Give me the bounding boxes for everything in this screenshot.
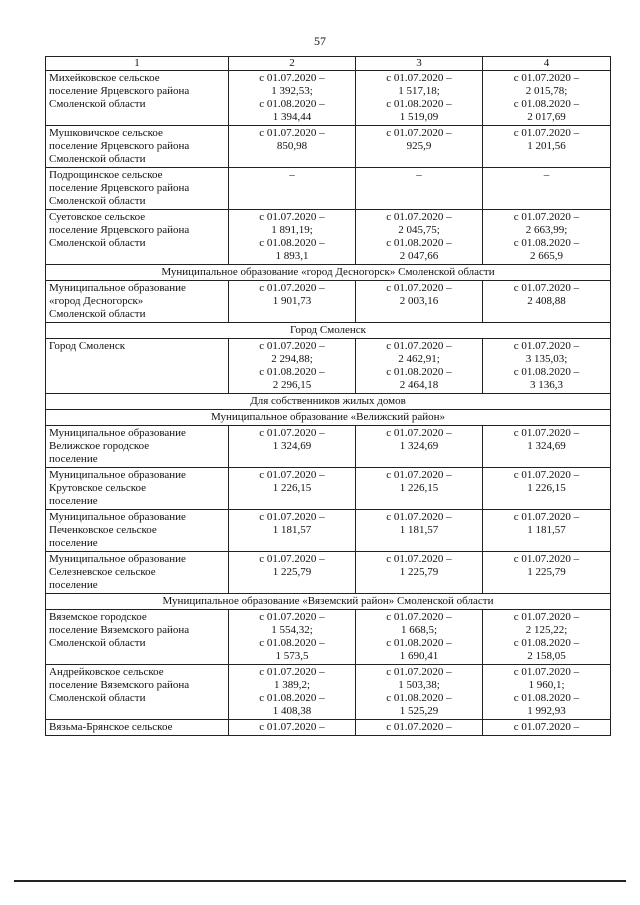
- cell-line: с 01.08.2020 –: [259, 98, 325, 110]
- cell-line: 2 015,78;: [525, 85, 568, 97]
- cell-line: 1 394,44: [272, 111, 312, 123]
- cell-line: Смоленской области: [49, 692, 146, 704]
- cell-line: с 01.07.2020 –: [259, 127, 325, 139]
- cell-line: поселение Ярцевского района: [49, 140, 190, 152]
- cell-line: Смоленской области: [49, 308, 146, 320]
- cell-line: с 01.07.2020 –: [386, 340, 452, 352]
- cell-line: с 01.07.2020 –: [513, 666, 580, 678]
- tariff-cell-v2: [229, 510, 356, 552]
- settlement-name-cell: [46, 610, 229, 665]
- cell-line: 1 181,57: [399, 524, 439, 536]
- table-row: [46, 210, 611, 265]
- settlement-name-cell: [46, 468, 229, 510]
- cell-line: с 01.08.2020 –: [513, 692, 580, 704]
- cell-line: Андрейковское сельское: [49, 666, 164, 678]
- cell-line: поселение Ярцевского района: [49, 182, 190, 194]
- bottom-divider: [14, 880, 626, 882]
- cell-line: с 01.08.2020 –: [513, 366, 580, 378]
- tariff-cell-v4: [483, 720, 611, 736]
- tariff-cell-v2: [229, 339, 356, 394]
- cell-line: –: [543, 169, 550, 181]
- tariff-cell-v4: [483, 552, 611, 594]
- cell-line: 1 324,69: [527, 440, 566, 452]
- cell-line: с 01.08.2020 –: [259, 637, 325, 649]
- cell-line: с 01.07.2020 –: [513, 127, 580, 139]
- cell-line: Муниципальное образование: [49, 469, 186, 481]
- cell-line: Смоленской области: [49, 637, 146, 649]
- cell-line: Муниципальное образование: [49, 511, 186, 523]
- cell-line: 1 690,41: [399, 650, 439, 662]
- cell-line: Михейковское сельское: [49, 72, 160, 84]
- section-row: [46, 410, 611, 426]
- settlement-name-cell: [46, 510, 229, 552]
- cell-line: 1 225,79: [399, 566, 439, 578]
- cell-line: 1 960,1;: [528, 679, 565, 691]
- column-header-1: 1: [46, 57, 229, 71]
- cell-line: с 01.08.2020 –: [386, 637, 452, 649]
- settlement-name-cell: [46, 339, 229, 394]
- cell-line: с 01.07.2020 –: [513, 721, 580, 733]
- cell-line: с 01.07.2020 –: [386, 511, 452, 523]
- cell-line: Велижское городское: [49, 440, 150, 452]
- cell-line: 1 901,73: [272, 295, 312, 307]
- cell-line: 1 668,5;: [400, 624, 438, 636]
- cell-line: 1 525,29: [399, 705, 439, 717]
- cell-line: с 01.07.2020 –: [513, 553, 580, 565]
- section-heading: Муниципальное образование «город Десногорск» Смоленской области: [46, 265, 611, 281]
- section-row: [46, 394, 611, 410]
- tariff-cell-v4: [483, 510, 611, 552]
- cell-line: с 01.08.2020 –: [513, 98, 580, 110]
- cell-line: с 01.07.2020 –: [259, 721, 325, 733]
- cell-line: Подрощинское сельское: [49, 169, 163, 181]
- tariff-cell-v2: [229, 610, 356, 665]
- cell-line: с 01.07.2020 –: [259, 340, 325, 352]
- table-row: [46, 610, 611, 665]
- cell-line: поселение Вяземского района: [49, 679, 190, 691]
- cell-line: с 01.07.2020 –: [386, 721, 452, 733]
- tariff-cell-v3: [356, 426, 483, 468]
- settlement-name-cell: [46, 210, 229, 265]
- cell-line: поселение Ярцевского района: [49, 85, 190, 97]
- table-row: [46, 281, 611, 323]
- tariff-cell-v3: [356, 552, 483, 594]
- cell-line: 1 554,32;: [271, 624, 313, 636]
- cell-line: 1 226,15: [399, 482, 439, 494]
- tariff-cell-v3: [356, 126, 483, 168]
- column-header-3: 3: [356, 57, 483, 71]
- tariff-cell-v3: [356, 71, 483, 126]
- cell-line: с 01.07.2020 –: [259, 469, 325, 481]
- cell-line: 2 047,66: [399, 250, 439, 262]
- cell-line: поселение Ярцевского района: [49, 224, 190, 236]
- cell-line: с 01.07.2020 –: [513, 511, 580, 523]
- table-row: [46, 720, 611, 736]
- tariff-cell-v4: [483, 71, 611, 126]
- cell-line: 2 294,88;: [271, 353, 313, 365]
- cell-line: 1 392,53;: [271, 85, 313, 97]
- tariff-cell-v4: [483, 210, 611, 265]
- tariff-cell-v4: [483, 281, 611, 323]
- cell-line: –: [416, 169, 422, 181]
- tariff-cell-v3: [356, 339, 483, 394]
- cell-line: 3 136,3: [530, 379, 563, 391]
- tariff-cell-v4: [483, 339, 611, 394]
- tariff-cell-v4: [483, 426, 611, 468]
- table-row: [46, 552, 611, 594]
- cell-line: с 01.07.2020 –: [513, 611, 580, 623]
- cell-line: Смоленской области: [49, 195, 146, 207]
- settlement-name-cell: [46, 168, 229, 210]
- cell-line: 1 324,69: [399, 440, 439, 452]
- cell-line: Мушковичское сельское: [49, 127, 163, 139]
- column-header-4: 4: [483, 57, 611, 71]
- cell-line: с 01.07.2020 –: [259, 511, 325, 523]
- cell-line: с 01.07.2020 –: [259, 282, 325, 294]
- cell-line: поселение Вяземского района: [49, 624, 190, 636]
- cell-line: с 01.07.2020 –: [386, 211, 452, 223]
- cell-line: с 01.07.2020 –: [386, 72, 452, 84]
- cell-line: Вяземское городское: [49, 611, 147, 623]
- tariff-cell-v2: [229, 281, 356, 323]
- cell-line: 2 003,16: [399, 295, 439, 307]
- cell-line: –: [289, 169, 295, 181]
- tariff-cell-v2: [229, 665, 356, 720]
- settlement-name-cell: [46, 552, 229, 594]
- cell-line: 1 181,57: [527, 524, 566, 536]
- table-row: [46, 426, 611, 468]
- table-row: [46, 665, 611, 720]
- cell-line: 1 573,5: [275, 650, 309, 662]
- cell-line: с 01.07.2020 –: [513, 282, 580, 294]
- tariff-cell-v3: [356, 665, 483, 720]
- tariff-cell-v2: [229, 210, 356, 265]
- cell-line: с 01.07.2020 –: [259, 72, 325, 84]
- cell-line: Муниципальное образование: [49, 553, 186, 565]
- cell-line: Селезневское сельское: [49, 566, 156, 578]
- cell-line: с 01.08.2020 –: [386, 692, 452, 704]
- cell-line: 1 893,1: [275, 250, 309, 262]
- cell-line: с 01.07.2020 –: [259, 611, 325, 623]
- cell-line: с 01.08.2020 –: [259, 237, 325, 249]
- cell-line: 1 226,15: [527, 482, 566, 494]
- cell-line: Смоленской области: [49, 98, 146, 110]
- cell-line: 1 201,56: [527, 140, 566, 152]
- cell-line: 1 181,57: [272, 524, 312, 536]
- cell-line: Муниципальное образование: [49, 427, 186, 439]
- cell-line: с 01.07.2020 –: [259, 553, 325, 565]
- tariff-cell-v3: [356, 468, 483, 510]
- cell-line: с 01.07.2020 –: [386, 469, 452, 481]
- cell-line: 1 992,93: [527, 705, 566, 717]
- tariff-cell-v2: [229, 168, 356, 210]
- tariff-cell-v3: [356, 281, 483, 323]
- tariff-cell-v4: [483, 468, 611, 510]
- cell-line: 1 519,09: [399, 111, 439, 123]
- cell-line: поселение: [49, 579, 98, 591]
- cell-line: 2 464,18: [399, 379, 439, 391]
- tariff-cell-v2: [229, 426, 356, 468]
- cell-line: с 01.07.2020 –: [513, 211, 580, 223]
- cell-line: Город Смоленск: [49, 340, 126, 352]
- cell-line: с 01.07.2020 –: [513, 469, 580, 481]
- cell-line: 2 663,99;: [525, 224, 568, 236]
- tariff-table: [45, 56, 611, 736]
- cell-line: 1 389,2;: [273, 679, 311, 691]
- tariff-cell-v4: [483, 610, 611, 665]
- section-row: [46, 594, 611, 610]
- cell-line: Вязьма-Брянское сельское: [49, 721, 173, 733]
- table-row: [46, 126, 611, 168]
- cell-line: с 01.07.2020 –: [386, 611, 452, 623]
- cell-line: с 01.07.2020 –: [386, 666, 452, 678]
- settlement-name-cell: [46, 426, 229, 468]
- cell-line: с 01.08.2020 –: [386, 98, 452, 110]
- tariff-cell-v2: [229, 720, 356, 736]
- cell-line: с 01.08.2020 –: [259, 366, 325, 378]
- cell-line: 2 462,91;: [398, 353, 440, 365]
- section-heading: Для собственников жилых домов: [46, 394, 611, 410]
- tariff-cell-v3: [356, 720, 483, 736]
- cell-line: с 01.07.2020 –: [386, 282, 452, 294]
- tariff-cell-v2: [229, 126, 356, 168]
- tariff-cell-v4: [483, 168, 611, 210]
- cell-line: 3 135,03;: [525, 353, 568, 365]
- cell-line: 2 017,69: [527, 111, 566, 123]
- settlement-name-cell: [46, 71, 229, 126]
- tariff-cell-v3: [356, 610, 483, 665]
- tariff-cell-v4: [483, 665, 611, 720]
- page-number: 57: [314, 34, 326, 48]
- cell-line: с 01.07.2020 –: [513, 72, 580, 84]
- cell-line: 2 158,05: [527, 650, 566, 662]
- settlement-name-cell: [46, 720, 229, 736]
- table-row: [46, 71, 611, 126]
- settlement-name-cell: [46, 281, 229, 323]
- cell-line: 850,98: [276, 140, 308, 152]
- cell-line: с 01.08.2020 –: [386, 366, 452, 378]
- section-row: [46, 323, 611, 339]
- cell-line: Крутовское сельское: [49, 482, 147, 494]
- cell-line: с 01.07.2020 –: [513, 427, 580, 439]
- cell-line: Печенковское сельское: [49, 524, 157, 536]
- cell-line: с 01.07.2020 –: [386, 127, 452, 139]
- cell-line: 925,9: [406, 140, 432, 152]
- header-row: [46, 57, 611, 71]
- cell-line: 1 503,38;: [398, 679, 440, 691]
- cell-line: с 01.07.2020 –: [259, 427, 325, 439]
- cell-line: поселение: [49, 495, 98, 507]
- table-row: [46, 168, 611, 210]
- table-row: [46, 468, 611, 510]
- cell-line: 2 296,15: [272, 379, 312, 391]
- cell-line: Суетовское сельское: [49, 211, 146, 223]
- cell-line: 1 324,69: [272, 440, 312, 452]
- section-heading: Муниципальное образование «Вяземский район» Смоленской области: [46, 594, 611, 610]
- cell-line: с 01.08.2020 –: [259, 692, 325, 704]
- cell-line: с 01.07.2020 –: [386, 427, 452, 439]
- cell-line: Муниципальное образование: [49, 282, 186, 294]
- column-header-2: 2: [229, 57, 356, 71]
- cell-line: с 01.07.2020 –: [259, 666, 325, 678]
- section-heading: Муниципальное образование «Велижский район»: [46, 410, 611, 426]
- cell-line: «город Десногорск»: [49, 295, 144, 307]
- cell-line: с 01.08.2020 –: [513, 237, 580, 249]
- cell-line: 1 408,38: [272, 705, 312, 717]
- table-row: [46, 510, 611, 552]
- cell-line: Смоленской области: [49, 153, 146, 165]
- tariff-cell-v4: [483, 126, 611, 168]
- section-heading: Город Смоленск: [46, 323, 611, 339]
- cell-line: 1 517,18;: [398, 85, 440, 97]
- cell-line: 2 665,9: [530, 250, 563, 262]
- table-row: [46, 339, 611, 394]
- cell-line: с 01.07.2020 –: [259, 211, 325, 223]
- settlement-name-cell: [46, 126, 229, 168]
- cell-line: 1 891,19;: [271, 224, 313, 236]
- tariff-cell-v3: [356, 510, 483, 552]
- table-body: [46, 71, 611, 736]
- tariff-cell-v3: [356, 168, 483, 210]
- cell-line: 1 226,15: [272, 482, 312, 494]
- cell-line: 2 408,88: [527, 295, 566, 307]
- cell-line: с 01.07.2020 –: [513, 340, 580, 352]
- cell-line: 1 225,79: [527, 566, 566, 578]
- tariff-cell-v2: [229, 552, 356, 594]
- cell-line: 2 125,22;: [525, 624, 568, 636]
- cell-line: Смоленской области: [49, 237, 146, 249]
- cell-line: поселение: [49, 537, 98, 549]
- section-row: [46, 265, 611, 281]
- tariff-cell-v2: [229, 71, 356, 126]
- tariff-cell-v3: [356, 210, 483, 265]
- cell-line: с 01.08.2020 –: [386, 237, 452, 249]
- cell-line: с 01.07.2020 –: [386, 553, 452, 565]
- cell-line: поселение: [49, 453, 98, 465]
- cell-line: 2 045,75;: [398, 224, 440, 236]
- cell-line: 1 225,79: [272, 566, 312, 578]
- cell-line: с 01.08.2020 –: [513, 637, 580, 649]
- settlement-name-cell: [46, 665, 229, 720]
- tariff-cell-v2: [229, 468, 356, 510]
